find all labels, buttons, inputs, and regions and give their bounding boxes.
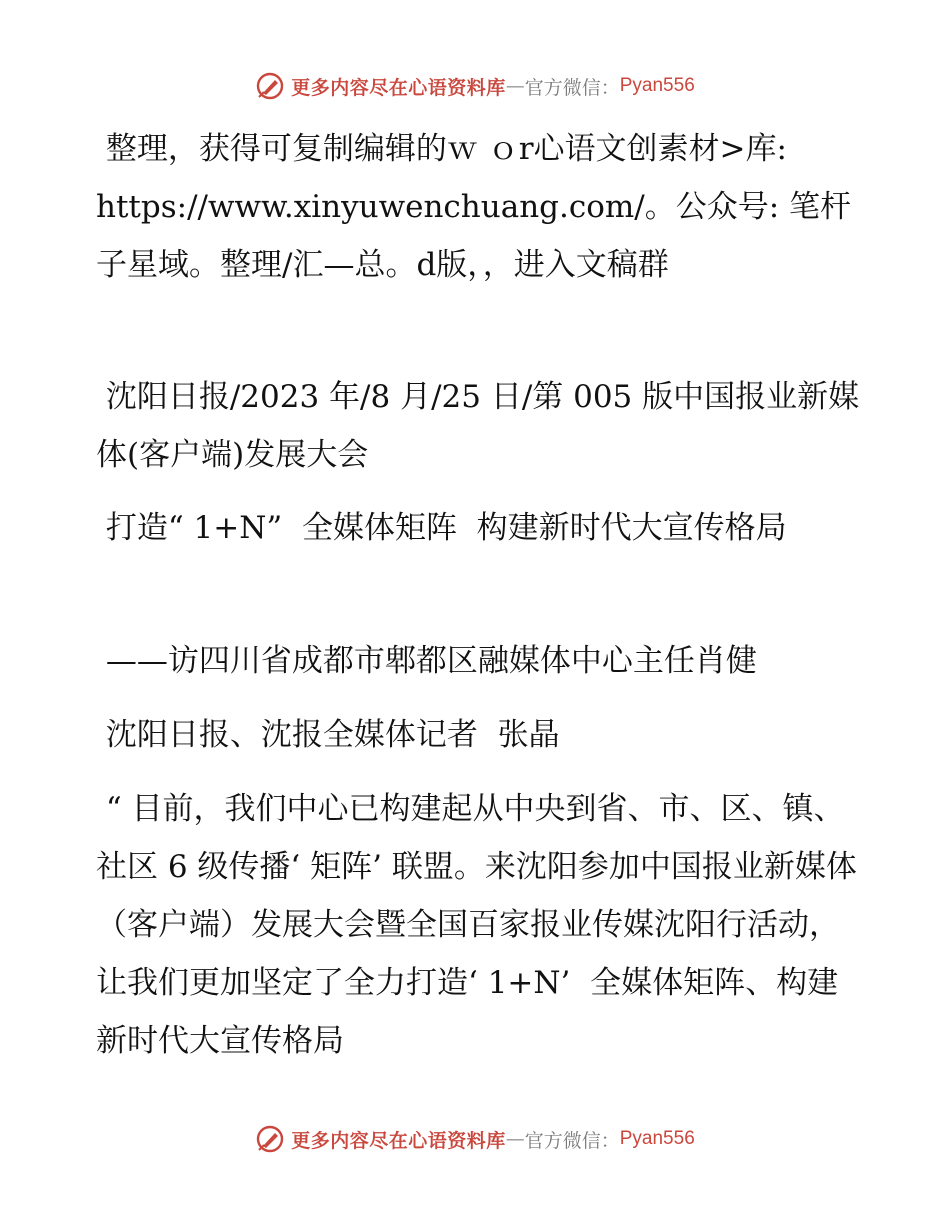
subtitle: ——访四川省成都市郫都区融媒体中心主任肖健 (96, 643, 757, 679)
quill-logo-icon (255, 1124, 285, 1154)
intro-paragraph: 整理，获得可复制编辑的ｗ ｏr心语文创素材>库: https://www.xinyuwenchuang.com/。公众号: 笔杆子星域。整理/汇—总。d版，，进入文稿群 (96, 131, 852, 283)
footer-banner-label: 官方微信： (524, 1129, 620, 1152)
footer-banner-text: 更多内容尽在心语资料库 (291, 1129, 506, 1152)
quill-logo-icon (255, 71, 285, 101)
footer-banner (0, 1124, 950, 1154)
header-banner-handle: Pyan556 (619, 75, 695, 96)
header-banner-label: 官方微信： (524, 76, 620, 99)
footer-banner-handle: Pyan556 (619, 1128, 695, 1149)
header-banner-separator: — (505, 75, 525, 97)
footer-banner-separator: — (505, 1128, 525, 1150)
body-paragraph: “ 目前，我们中心已构建起从中央到省、市、区、镇、社区 6 级传播‘ 矩阵’ 联盟。来沈阳参加中国报业新媒体（客户端）发展大会暨全国百家报业传媒沈阳行活动，让我们更加坚定了全力打造‘ 1+N’ 全媒体矩阵、构建新时代大宣传格局 (96, 791, 857, 1059)
header-banner-text: 更多内容尽在心语资料库 (291, 76, 506, 99)
byline: 沈阳日报、沈报全媒体记者 张晶 (96, 717, 560, 753)
headline: 打造“ 1+N” 全媒体矩阵 构建新时代大宣传格局 (96, 510, 787, 546)
dateline: 沈阳日报/2023 年/8 月/25 日/第 005 版中国报业新媒体(客户端)发展大会 (96, 379, 860, 473)
header-banner (0, 71, 950, 101)
